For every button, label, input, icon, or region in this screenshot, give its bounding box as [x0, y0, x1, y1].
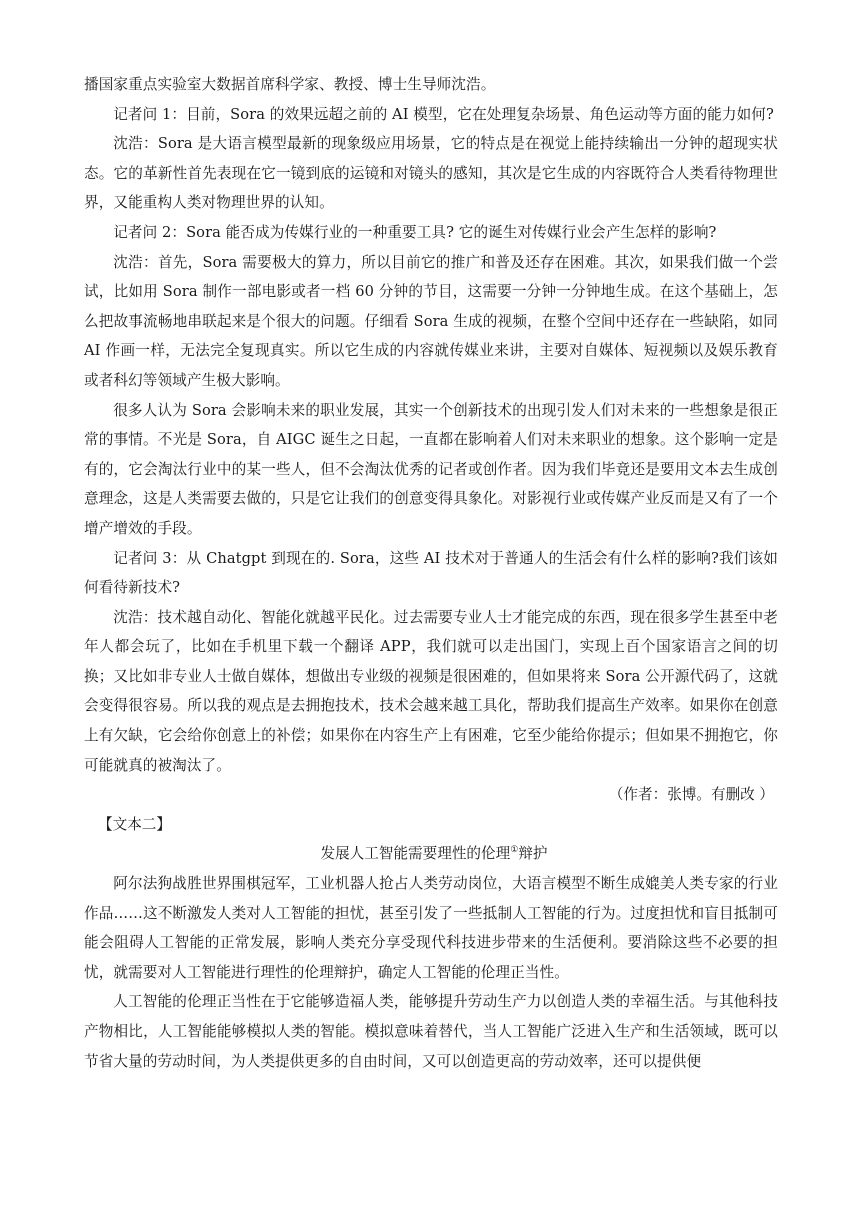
reporter-question-1: 记者问 1：目前，Sora 的效果远超之前的 AI 模型，它在处理复杂场景、角色运动等方面的能力如何?	[113, 105, 774, 123]
essay-paragraph-1: 阿尔法狗战胜世界围棋冠军，工业机器人抢占人类劳动岗位，大语言模型不断生成媲美人类专家的行业作品……这不断激发人类对人工智能的担忧，甚至引发了一些抵制人工智能的行为。过度担忧和盲目抵制可能会阻碍人工智能的正常发展，影响人类充分享受现代科技进步带来的生活便利。要消除这些不必要的担忧，就需要对人工智能进行理性的伦理辩护，确定人工智能的伦理正当性。	[84, 875, 778, 981]
essay-title	[84, 839, 778, 869]
document-page	[84, 70, 778, 1076]
essay-title-text: 发展人工智能需要理性的伦理	[320, 845, 511, 863]
essay-title-text-end: 辩护	[518, 845, 548, 863]
answer-1: 沈浩：Sora 是大语言模型最新的现象级应用场景，它的特点是在视觉上能持续输出一分钟的超现实状态。它的革新性首先表现在它一镜到底的运镜和对镜头的感知，其次是它生成的内容既符合人类看待物理世界，又能重构人类对物理世界的认知。	[84, 135, 778, 212]
reporter-question-2: 记者问 2：Sora 能否成为传媒行业的一种重要工具? 它的诞生对传媒行业会产生怎样的影响?	[113, 223, 717, 241]
answer-3: 沈浩：技术越自动化、智能化就越平民化。过去需要专业人士才能完成的东西，现在很多学生甚至中老年人都会玩了，比如在手机里下载一个翻译 APP，我们就可以走出国门，实现上百个国家语言之间的切换；又比如非专业人士做自媒体，想做出专业级的视频是很困难的，但如果将来 Sora 公开源代码了，这就会变得很容易。所以我的观点是去拥抱技术，技术会越来越工具化，帮助我们提高生产效率。如果你在创意上有欠缺，它会给你创意上的补偿；如果你在内容生产上有困难，它至少能给你提示；但如果不拥抱它，你可能就真的被淘汰了。	[84, 608, 778, 774]
author-note: （作者：张博。有删改 ）	[608, 786, 774, 804]
section-label: 【文本二】	[98, 815, 171, 833]
answer-2: 沈浩：首先，Sora 需要极大的算力，所以目前它的推广和普及还存在困难。其次，如果我们做一个尝试，比如用 Sora 制作一部电影或者一档 60 分钟的节目，这需要一分钟一分钟地生成。在这个基础上，怎么把故事流畅地串联起来是个很大的问题。仔细看 Sora 生成的视频，在整个空间中还存在一些缺陷，如同 AI 作画一样，无法完全复现真实。所以它生成的内容就传媒业来讲，主要对自媒体、短视频以及娱乐教育或者科幻等领域产生极大影响。	[84, 253, 778, 389]
reporter-question-3: 记者问 3：从 Chatgpt 到现在的. Sora，这些 AI 技术对于普通人的生活会有什么样的影响?我们该如何看待新技术?	[84, 549, 778, 597]
answer-2-continued: 很多人认为 Sora 会影响未来的职业发展，其实一个创新技术的出现引发人们对未来的一些想象是很正常的事情。不光是 Sora，自 AIGC 诞生之日起，一直都在影响着人们对未来职业的想象。这个影响一定是有的，它会淘汰行业中的某一些人，但不会淘汰优秀的记者或创作者。因为我们毕竟还是要用文本去生成创意理念，这是人类需要去做的，只是它让我们的创意变得具象化。对影视行业或传媒产业反而是又有了一个增产增效的手段。	[84, 401, 778, 537]
essay-paragraph-2: 人工智能的伦理正当性在于它能够造福人类，能够提升劳动生产力以创造人类的幸福生活。与其他科技产物相比，人工智能能够模拟人类的智能。模拟意味着替代，当人工智能广泛进入生产和生活领域，既可以节省大量的劳动时间，为人类提供更多的自由时间，又可以创造更高的劳动效率，还可以提供便	[84, 993, 778, 1070]
footnote-mark: ①	[510, 845, 519, 856]
paragraph-intro: 播国家重点实验室大数据首席科学家、教授、博士生导师沈浩。	[84, 76, 496, 93]
